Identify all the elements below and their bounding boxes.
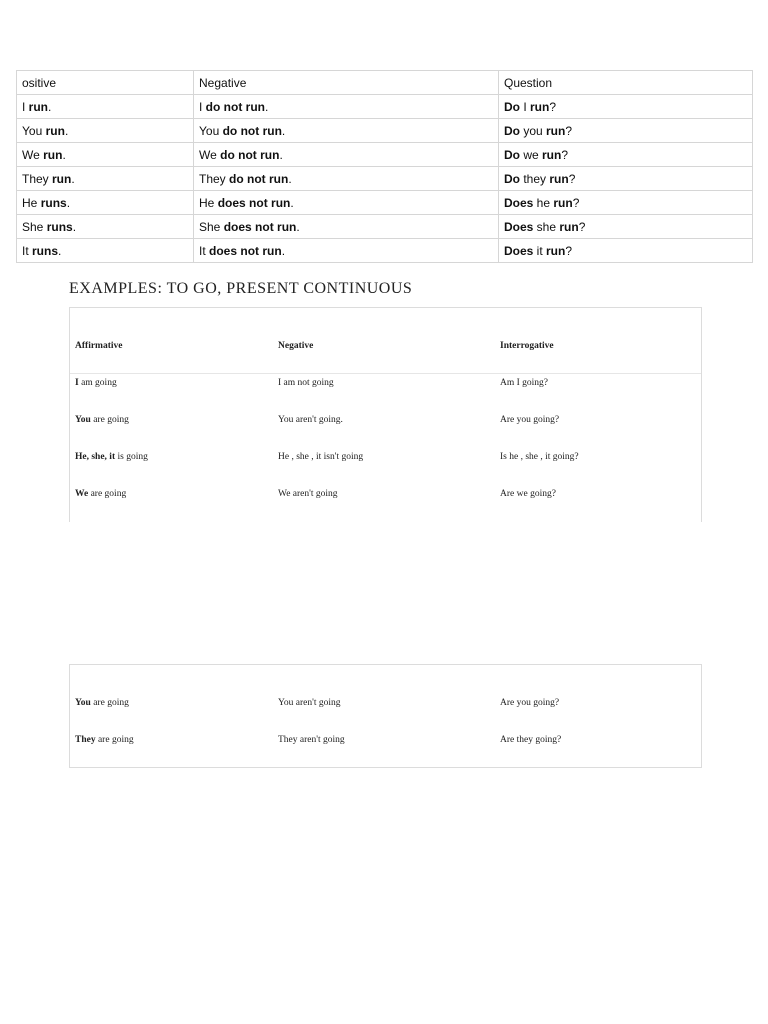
affirmative-cell [75,735,134,745]
negative-cell: I am not going [278,378,334,388]
bold-text: run [43,147,63,162]
subject-text: He, she, it [75,452,116,462]
bold-text: do not run [229,171,289,186]
subject-text: We [75,489,89,499]
text: they [520,171,550,186]
text: . [48,99,52,114]
interrogative-cell: Are they going? [500,735,562,745]
question-cell [499,167,753,191]
bold-text: Does [504,243,534,258]
text: ? [565,243,573,258]
text: ? [561,147,569,162]
subject-text: You [75,415,91,425]
bold-text: run [559,219,579,234]
positive-cell [17,191,194,215]
negative-cell: You aren't going. [278,415,343,425]
present-continuous-table-continued [69,664,702,768]
negative-cell: You aren't going [278,698,341,708]
bold-text: runs [40,195,67,210]
bold-text: does not run [209,243,282,258]
text: You [22,123,46,138]
bold-text: run [549,171,569,186]
table-header-row [17,71,753,95]
header-positive: ositive [17,71,194,95]
text: . [281,243,286,258]
question-cell [499,119,753,143]
question-cell [499,191,753,215]
question-cell [499,95,753,119]
text: ? [572,195,580,210]
bold-text: run [530,99,550,114]
negative-cell [194,215,499,239]
text: . [296,219,300,234]
conjugation-table-run [16,70,753,263]
verb-text: are going [90,698,129,708]
text: I [199,99,206,114]
question-cell [499,215,753,239]
text: They [199,171,230,186]
bold-text: Do [504,171,520,186]
text: ? [568,171,576,186]
text: ? [549,99,557,114]
table-row [17,95,753,119]
text: ? [578,219,586,234]
negative-cell: They aren't going [278,735,345,745]
bold-text: do not run [222,123,282,138]
present-continuous-table [69,307,702,522]
bold-text: does not run [223,219,297,234]
bold-text: run [542,147,562,162]
table-row [17,167,753,191]
bold-text: Do [504,123,520,138]
positive-cell [17,215,194,239]
positive-cell [17,95,194,119]
text: . [66,195,71,210]
bold-text: run [553,195,573,210]
section-heading: EXAMPLES: TO GO, PRESENT CONTINUOUS [69,280,413,297]
verb-text: is going [115,452,148,462]
verb-text: are going [95,735,134,745]
negative-cell: We aren't going [278,489,338,499]
text: He [22,195,41,210]
bold-text: run [546,123,566,138]
text: . [58,243,62,258]
negative-cell: He , she , it isn't going [278,452,364,462]
verb-text: are going [90,415,129,425]
affirmative-cell [75,698,129,708]
question-cell [499,143,753,167]
bold-text: Does [504,219,534,234]
bold-text: do not run [220,147,280,162]
text: . [71,171,75,186]
text: you [520,123,547,138]
bold-text: do not run [205,99,265,114]
negative-cell [194,239,499,263]
verb-text: are going [88,489,127,499]
subject-text: You [75,698,91,708]
bold-text: runs [32,243,59,258]
table-row [17,191,753,215]
text: . [288,171,292,186]
negative-cell [194,95,499,119]
text: . [281,123,286,138]
text: ? [565,123,573,138]
subject-text: I [75,378,79,388]
negative-cell [194,167,499,191]
interrogative-cell: Am I going? [500,378,549,388]
text: . [279,147,283,162]
text: . [265,99,269,114]
table-row [17,119,753,143]
header-question: Question [499,71,753,95]
bold-text: Do [504,99,520,114]
text: It [22,243,33,258]
text: He [199,195,218,210]
header-interrogative: Interrogative [500,341,554,351]
text: . [72,219,77,234]
bold-text: Does [504,195,534,210]
table-row [17,143,753,167]
text: We [199,147,221,162]
text: You [199,123,223,138]
bold-text: run [52,171,72,186]
affirmative-cell [75,452,148,462]
text: She [199,219,224,234]
positive-cell [17,167,194,191]
positive-cell [17,143,194,167]
text: he [533,195,554,210]
bold-text: run [28,99,49,114]
text: . [290,195,294,210]
table-header-row [70,308,701,374]
header-negative: Negative [278,341,314,351]
negative-cell [194,119,499,143]
negative-cell [194,143,499,167]
text: It [199,243,210,258]
positive-cell [17,119,194,143]
bold-text: run [546,243,566,258]
interrogative-cell: Are we going? [500,489,556,499]
interrogative-cell: Are you going? [500,698,560,708]
interrogative-cell: Are you going? [500,415,560,425]
affirmative-cell [75,378,117,388]
bold-text: does not run [217,195,291,210]
text: she [533,219,560,234]
question-cell [499,239,753,263]
table-row [17,239,753,263]
negative-cell [194,191,499,215]
text: . [62,147,66,162]
positive-cell [17,239,194,263]
text: We [22,147,44,162]
interrogative-cell: Is he , she , it going? [500,452,579,462]
table-row [17,215,753,239]
text: They [22,171,53,186]
verb-text: am going [78,378,117,388]
text: . [64,123,69,138]
subject-text: They [75,735,96,745]
affirmative-cell [75,489,126,499]
text: it [533,243,547,258]
text: She [22,219,47,234]
text: I [22,99,29,114]
header-affirmative: Affirmative [75,341,123,351]
bold-text: runs [46,219,73,234]
affirmative-cell [75,415,129,425]
header-negative: Negative [194,71,499,95]
bold-text: run [45,123,65,138]
text: I [520,99,531,114]
text: we [520,147,543,162]
bold-text: Do [504,147,520,162]
